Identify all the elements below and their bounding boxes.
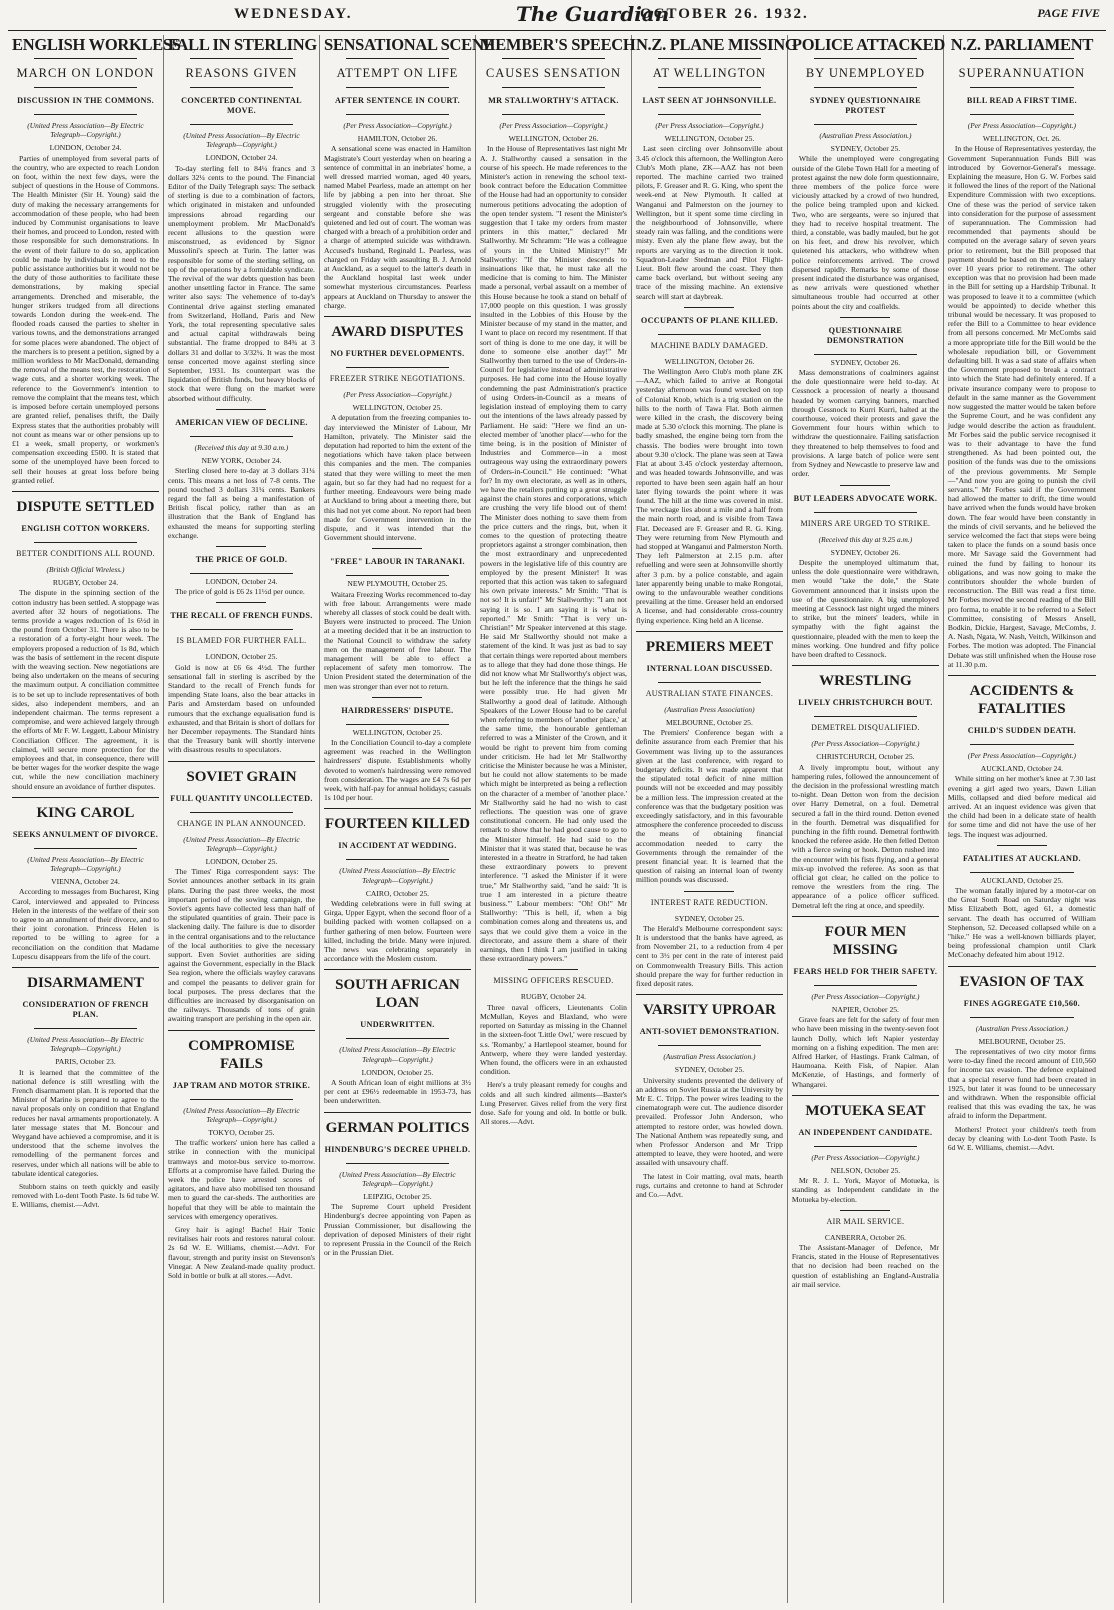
divider xyxy=(814,716,917,717)
dateline: VIENNA, October 24. xyxy=(51,877,120,887)
divider xyxy=(840,485,890,486)
divider xyxy=(970,744,1074,745)
article-body: Mr R. J. L. York, Mayor of Motueka, is standing as Independent candidate in the Motueka by-election. xyxy=(791,1176,939,1204)
dateline: LEIPZIG, October 25. xyxy=(363,1192,432,1202)
article xyxy=(480,969,627,1126)
press-credit: (British Official Wireless.) xyxy=(46,564,125,574)
article-body: A deputation from the freezing companies to-day interviewed the Minister of Labour, Mr Hamilton, privately. The Minister said the deputation had reported to him the extent of the negotiations which have taken place between this companies and the men. The companies stated that they were willing to meet the men again, but so far they had had no request for a further meeting. Endeavours were being made at Auckland to bring about a meeting there, but this had not yet come about. No report had been made for Government intervention in the dispute, and it was intended that the Government should intervene. xyxy=(323,413,471,543)
headline-deck: AFTER SENTENCE IN COURT. xyxy=(334,96,460,105)
divider xyxy=(34,58,137,59)
article xyxy=(948,675,1096,839)
dateline: LONDON, October 25. xyxy=(205,856,278,866)
divider xyxy=(12,491,159,492)
headline-deck-secondary: IS BLAMED FOR FURTHER FALL. xyxy=(176,636,307,646)
article-body: Gold is now at £6 6s 4½d. The further sensational fall in sterling is ascribed by the Standard to the recall of French funds for impending State loans, also the bear attacks in Paris and Amsterdam based on unfounded rumours that the exchange equalisation fund is exhausted, and that Britain is short of dollars for her December repayments. The Standard hints that the Treasury bank will shortly intervene with disastrous results to speculators. xyxy=(167,662,315,755)
press-credit: (United Press Association—By Electric Telegraph—Copyright.) xyxy=(339,866,456,885)
divider xyxy=(792,1095,939,1096)
divider xyxy=(190,87,293,88)
divider xyxy=(658,1045,761,1046)
divider xyxy=(190,629,293,630)
divider xyxy=(324,969,471,970)
divider xyxy=(346,367,449,368)
divider xyxy=(346,1163,449,1164)
dateline: CHRISTCHURCH, October 25. xyxy=(816,752,915,762)
headline-deck: CONCERTED CONTINENTAL MOVE. xyxy=(181,96,302,115)
dateline: NAPIER, October 25. xyxy=(831,1005,899,1014)
divider xyxy=(814,87,917,88)
divider xyxy=(970,58,1074,59)
masthead-day: WEDNESDAY. xyxy=(234,6,353,22)
article-body: A lively impromptu bout, without any hampering rules, followed the announcement of the decision in the professional wrestling match to-night. Dean Detton won from the decision over Harry Demetral, on a foul. Demetral secured a fall in the third round. Detton evened in the fourth. Demetral was disqualified for punching in the fifth round. Demetral forthwith knocked the referee aside. He then felled Detton with a fierce swing or hook. Detton rushed into the encounter with his fists flying, and a general mix-up involved the referee. As soon as that official got clear, he called on the police to remove the wrestlers from the ring. The appearance of a police officer sufficed. Demetral left the ring at once, and speedily. xyxy=(791,762,939,910)
headline-deck: FATALITIES AT AUCKLAND. xyxy=(962,853,1081,863)
article xyxy=(324,697,471,803)
dateline: LONDON, October 24. xyxy=(205,153,278,163)
subheadline: GERMAN POLITICS xyxy=(325,1119,470,1136)
headline-deck: DISCUSSION IN THE COMMONS. xyxy=(17,96,154,105)
headline-deck: "FREE" LABOUR IN TARANAKI. xyxy=(330,557,465,567)
headline-deck-secondary: FREEZER STRIKE NEGOTIATIONS. xyxy=(329,374,466,384)
article-body: To-day sterling fell to 84¼ francs and 3 dollars 32¼ cents to the pound. The Financial Editor of the Daily Telegraph says: The setback of sterling is due to a combination of factors, which originated in mistaken and unfounded impressions abroad regarding our unemployment problem. Mr MacDonald's recent allusions to the question were misconstrued, as evidenced by Signor Mussolini's speech at Turin. The latter was responsible for some of the sterling selling, on top of the operations by a formidable syndicate. The revival of the war debts question has been another unsettling factor in France. The same writer also says: The vehemence of to-day's Continental drive against sterling emanated from Switzerland, Holland, Paris and New York, the total representing speculative sales and actual capital withdrawals being substantial. The frame dropped to 84¾ at 3 dollars 31 and dollar to 3/32¼. It was the most tense concerted move against sterling since September, 1931. Its counterpart was the liquidation of British funds, but heavy blocks of stock that were flung on the market were absorbed without difficulty. xyxy=(167,163,315,403)
article-body: Grave fears are felt for the safety of four men who have been missing in the twenty-seven foot launch Dolly, which left Napier yesterday morning on a fishing expedition. The men are: Alfred Harker, of Hastings. Frank Calman, of Haumoana. Keith Fisk, of Napier. Alan McKenzie, of Hastings, and formerly of Whangarei. xyxy=(791,1015,939,1089)
article-body: Sterling closed here to-day at 3 dollars 31¼ cents. This means a net loss of 7-8 cents. The pound touched 3 dollars 31¼ cents. Bankers regard the fall as being a manifestation of British fiscal policy, rather than as an illustration that the Bank of England has exhausted the means for supporting sterling exchange. xyxy=(167,466,315,540)
article xyxy=(636,307,783,625)
headline-deck: AMERICAN VIEW OF DECLINE. xyxy=(175,417,308,427)
press-credit: (United Press Association—By Electric Telegraph—Copyright.) xyxy=(27,121,144,140)
article xyxy=(12,797,159,961)
dateline: CAIRO, October 25. xyxy=(365,888,430,898)
divider xyxy=(12,967,159,968)
article-body: The representatives of two city motor firms were to-day fined the record amount of £10,560 for income tax evasion. The defence explained that a special reserve fund had been created in 1925, but later it was found to be unnecessary and withdrawn. When the responsible official realised that this was evading the tax, he was afraid to inform the Department. xyxy=(947,1047,1096,1121)
dateline: SYDNEY, October 25. xyxy=(830,144,901,154)
headline-secondary: AT WELLINGTON xyxy=(652,66,767,80)
divider xyxy=(948,966,1096,967)
article xyxy=(636,631,783,885)
article xyxy=(635,35,798,301)
dateline: MELBOURNE, October 25. xyxy=(978,1036,1066,1046)
subheadline: AWARD DISPUTES xyxy=(331,324,464,341)
headline-deck: CONSIDERATION OF FRENCH PLAN. xyxy=(22,1000,149,1020)
article-body: The dispute in the spinning section of the cotton industry has been settled. A stoppage was averted after 32 hours of negotiations. The terms provide a wages reduction of 1s 6½d in the pound from October 31. There is also to be a restoration of a forty-eight hour week. The employers proposed a reduction of 1s 8d, which was the basis of settlement in the recent dispute with the weaving section. New negotiations are being also undertaken on the means of securing the maximum output. A conciliation committee is to be set up to include representatives of both sides, also independent members, and an independent chairman. The terms represent a compromise, and were achieved largely through the efforts of Mr F. W. Leggett, Labour Ministry Conciliation Officer. The agreement, it is claimed, will secure more protection for the employees and that, in consequence, there will be better wages for the worker despite the wage cut, while the new conciliation machinery should ensure an avoidance of further disputes. xyxy=(12,588,159,791)
article-body: In the House of Representatives yesterday, the Government Superannuation Funds Bill was introduced by Governor-General's message. Explaining the measure, Hon G. W. Forbes said it followed the lines of the report of the National Expenditure Commission with two exceptions. One of these was the period of service taken into consideration for the purpose of assessment of superannuation. The Commission had recommended that payments should be computed on the average salary of seven years prior to retirement, but the Bill proposed that payment should be based on the average salary over 10 years prior to retirement. The other exception was that no provision had been made in the Bill for setting up a Hardship Tribunal. It was proposed to leave it to a committee (which would be appointed) to decide whether this tribunal would be necessary. It was proposed to refer the Bill to a Committee to hear evidence from all persons concerned. Mr McCombs said a more appropriate title for the Bill would be the wholesale repudiation bill, or Government defaulting bill. It was a sad state of affairs when the Government proposed to break a contract into which the State had definitely entered. If a private insurance company were to propose to default in the same manner as the Government now suggested the matter would be taken before the Supreme Court, and he was confident any judge would describe the action as fraudulent. Mr Forbes said the public service recognised it was to their advantage to have the fund strengthened. As had been pointed out, the position of the funds was due to the omissions of the previous governments. Mr Semple—"And now you are going to punish the civil servants." Mr Forbes said if the Government had allowed the matter to drift, the time would have arrived when the funds would have broken down. The fear would have been constantly in the minds of civil servants, and he believed the service welcomed the fact that steps were being taken to place the funds on a sound basis once more. Mr Savage said the Government had ruined the fund by failing to honour its obligations, and was now going to make the contributors shoulder the whole burden of reconstruction. The Bill was read a first time. Mr Forbes moved the second reading of the Bill pro forma, to enable it to be referred to a Select Committee, consisting of Messrs Ansell, Bodkin, Dickie, Hargest, Savage, McCombs, J. A. Nash, Ngata, W. Nash, Veitch, Wilkinson and Forbes. The motion was adopted. The Financial Debate was still unfinished when the House rose at 11.30 p.m. xyxy=(947,144,1096,669)
column-7 xyxy=(944,35,1100,1603)
article xyxy=(479,35,636,964)
divider xyxy=(658,58,761,59)
article-body: The Times' Riga correspondent says: The Soviet announces another setback in its grain plans. During the past three weeks, the most important period of the sowing campaign, the Soviet's agents have collected less than half of the stipulated quantities of grain. Their pace is slackening daily. The failure is due to disorder in the central organisations and to the reluctance of the local authorities to give the necessary support. Even Soviet authorities are siding against the Government, especially in the Black Sea region, where the officials wayley caravans and compel the peasants to deliver grain for local purposes. The press declares that the difficulties are increased by disorganisation on the railways. Thousands of tons of grain awaiting transport are perishing in the open air. xyxy=(167,867,315,1024)
article xyxy=(12,491,159,791)
headline-deck-secondary: AUSTRALIAN STATE FINANCES. xyxy=(645,688,774,698)
advertisement: Here's a truly pleasant remedy for coughs and colds and all such kindred ailments—Baxter's Lung Preserver. Gives relief from the very first dose. Safe for young and old. In bottle or bulk. All stores.—Advt. xyxy=(479,1080,627,1127)
headline-deck: SEEKS ANNULMENT OF DIVORCE. xyxy=(12,829,159,839)
article xyxy=(792,916,939,1089)
divider xyxy=(636,631,783,632)
divider xyxy=(658,334,761,335)
page-number: PAGE FIVE xyxy=(1037,6,1100,20)
article xyxy=(324,1112,471,1258)
headline-deck: CHILD'S SUDDEN DEATH. xyxy=(967,725,1077,735)
divider xyxy=(168,761,315,762)
masthead-date: OCTOBER 26. 1932. xyxy=(640,6,809,22)
column-1 xyxy=(8,35,181,1603)
dateline: AUCKLAND, October 25. xyxy=(980,875,1064,885)
press-credit: (Per Press Association—Copyright.) xyxy=(655,121,764,130)
article-body: University students prevented the delivery of an address on Soviet Russia at the University by Mr E. C. Tripp. The power wires leading to the cinematograph were cut. The audience disorder prevailed. Professor John Anderson, who attempted to restore order, was howled down. The National Anthem was repeatedly sung, and when Professor Anderson and Mr Tripp attempted to leave, they were hooted, and were assailed with unsavoury chaff. xyxy=(635,1075,783,1168)
divider xyxy=(684,891,734,892)
newspaper-columns xyxy=(8,35,1106,1603)
subheadline: FOURTEEN KILLED xyxy=(325,816,470,833)
article-body: In the Conciliation Council to-day a complete agreement was reached in the Wellington hairdressers' dispute. Establishments wholly devoted to women's hairdressing were removed from consideration. The wages are £4 7s 6d per week, with half-pay for annual holidays; casuals 1s 10d per hour. xyxy=(323,737,471,803)
dateline: AUCKLAND, October 24. xyxy=(980,764,1064,774)
article xyxy=(324,548,471,690)
divider xyxy=(346,58,449,59)
subheadline: DISPUTE SETTLED xyxy=(16,498,155,515)
dateline: SYDNEY, October 25. xyxy=(674,913,745,923)
article-body: While sitting on her mother's knee at 7.30 last evening a girl aged two years, Dawn Lilian Mills, collapsed and died before medical aid arrived. At an inquest evidence was given that the child had been in a delicate state of health for some time and did not have the use of her legs. The inquest was adjourned. xyxy=(947,774,1096,839)
divider xyxy=(948,675,1096,676)
article xyxy=(636,891,783,989)
headline-deck: OCCUPANTS OF PLANE KILLED. xyxy=(640,315,778,325)
press-credit: (Received this day at 9.30 a.m.) xyxy=(194,442,289,452)
article-body: Parties of unemployed from several parts of the country, who are expected to reach London on foot, within the next few days, were the subject of questions in the House of Commons. The Health Minister (Sir H. Young) said the duty of making the necessary arrangements for accommodation of these people, who had been induced by Communist organisations to leave their homes, and proceed to London, rested with those responsible for such demonstrations. In the event of their failure to do so, application could be made by individuals in need to the public assistance authorities but it would not be the duty of those authorities to facilitate these demonstrations, by making special arrangements. Drenched and miserable, the hunger strikers trudged from all directions towards London during the week-end. The flooded roads caused the parties to shelter in various towns, and the demonstrations arranged for some places were abandoned. The object of the marchers is to present a petition, signed by a million workless to Mr MacDonald, demanding the removal of the means test, the restoration of wage cuts, and a shorter working week. The reference to the Government's intention to remove the complaint that the means test, which is imposed before certain unemployed persons are granted relief, penalises thrift, the Daily Express states that the authorities probably will not count as means war or other pensions up to £1 a week, small property, or workmen's compensation exceeding £500. It is stated that some of the unemployed have been forced to sell their houses at great loss before being granted relief. xyxy=(12,153,159,485)
divider xyxy=(324,808,471,809)
headline-deck-secondary: DEMETREL DISQUALIFIED. xyxy=(811,723,920,733)
article-body: Mass demonstrations of coalminers against the dole questionnaire were held to-day. At Cessnock a procession of nearly a thousand headed by women carrying banners, marched through Cessnock to Kurri Kurri, halted at the courthouse, voiced their protests and gave the Government four hours within which to withdraw the questionnaire. Failing satisfaction they threatened to help themselves to food and provisions. A large batch of police were sent from Sydney and Newcastle to preserve law and order. xyxy=(791,368,939,479)
divider xyxy=(346,575,449,576)
headline-deck: FULL QUANTITY UNCOLLECTED. xyxy=(170,793,313,803)
dateline: LONDON, October 24. xyxy=(49,143,122,153)
article xyxy=(324,808,471,963)
divider xyxy=(840,1210,890,1211)
dateline: WELLINGTON, October 25. xyxy=(352,727,443,737)
dateline: HAMILTON, October 26. xyxy=(357,134,438,144)
article-body: Three naval officers, Lieutenants Colin McMullan, Keyes and Blaxland, who were reported on Saturday as missing in the Channel in the sixteen-foot 'Little Owl,' were rescued by s.s. 'Romanby,' a Hartlepool steamer, bound for Antwerp, where they were landed yesterday. When found, the officers were in an exhausted condition. xyxy=(479,1002,627,1077)
press-credit: (United Press Association—By Electric Telegraph—Copyright.) xyxy=(339,1045,456,1064)
divider xyxy=(792,916,939,917)
article-body: The Herald's Melbourne correspondent says: It is understood that the banks have agreed, as from November 21, to a reduction from 4 per cent to 3½ per cent in the rate of interest paid on Commonwealth Treasury Bills. This action should prepare the way for further reduction in fixed deposit rates. xyxy=(635,923,783,989)
dateline: WELLINGTON, Oct. 26. xyxy=(982,134,1061,144)
press-credit: (United Press Association—By Electric Telegraph—Copyright.) xyxy=(183,131,300,150)
headline-deck: SYDNEY QUESTIONNAIRE PROTEST xyxy=(809,96,921,115)
article-body: Wedding celebrations were in full swing at Girga, Upper Egypt, when the second floor of a building packed with women collapsed on a further gathering of men below. Fourteen were killed, including the bride. Many were injured. The news was celebrating separately in accordance with the Moslem custom. xyxy=(323,898,471,964)
headline-deck: BILL READ A FIRST TIME. xyxy=(966,96,1077,105)
headline: POLICE ATTACKED xyxy=(791,35,945,54)
subheadline: SOUTH AFRICAN LOAN xyxy=(335,977,460,1012)
divider xyxy=(168,1030,315,1031)
subheadline: DISARMAMENT xyxy=(27,975,144,992)
advertisement: The latest in Coir matting, oval mats, hearth rugs, curtains and cretonne to hand at Schroder and Co.—Advt. xyxy=(635,1171,783,1200)
press-credit: (United Press Association—By Electric Telegraph—Copyright.) xyxy=(183,834,300,853)
divider xyxy=(34,87,137,88)
article-body: It is learned that the committee of the national defence is still wrestling with the French disarmament plan. It is reported that the Minister of Marine is prepared to agree to the naval proposals only on condition that England reduces her naval armaments proportionately. A later message states that M. Boncour and Weygand have achieved a compromise, and it is understood that the scheme involves the remodelling of the permanent forces and reserves, under which all nations will be able to tabulate identical categories. xyxy=(12,1067,159,1178)
press-credit: (Per Press Association—Copyright.) xyxy=(343,121,452,130)
divider xyxy=(970,872,1074,873)
divider xyxy=(216,409,266,410)
article-body: A sensational scene was enacted in Hamilton Magistrate's Court yesterday when on hearing a sentence of committal in an inebriates' home, a well dressed married woman, aged 40 years, named Mabel Pearless, made an attempt on her life by jabbing a pen into her throat. She struggled violently with the prosecuting sergeant and constable before she was quietened and led out of court. The woman was charged with a breach of a prohibition order and a charge of attempted suicide was withdrawn. Accused's husband, Reginald L. Pearless, was charged on Friday with assaulting B. J. Arnold at Auckland, as a sequel to the latter's death in the Auckland hospital last week under somewhat mysterious circumstances. Pearless appears at Auckland on Thursday to answer the charge. xyxy=(323,144,471,310)
divider xyxy=(970,114,1074,115)
dateline: LONDON, October 25. xyxy=(205,652,278,662)
dateline: LONDON, October 24. xyxy=(205,576,278,586)
divider xyxy=(528,969,578,970)
dateline: MELBOURNE, October 25. xyxy=(665,717,753,727)
headline-deck: ANTI-SOVIET DEMONSTRATION. xyxy=(639,1027,780,1037)
article-body: The price of gold is £6 2s 11½d per ounce. xyxy=(174,587,305,597)
press-credit: (Per Press Association—Copyright.) xyxy=(811,991,920,1001)
press-credit: (Australian Press Association) xyxy=(664,704,755,714)
headline-secondary: ATTEMPT ON LIFE xyxy=(336,66,459,80)
article xyxy=(168,546,315,596)
headline-deck: MR STALLWORTHY'S ATTACK. xyxy=(488,96,619,105)
subheadline: COMPROMISE FAILS xyxy=(188,1037,295,1072)
press-credit: (Per Press Association—Copyright.) xyxy=(811,739,920,749)
advertisement: Stubborn stains on teeth quickly and easily removed with Lo-dent Tooth Paste. Is 6d tube W. E. Williams, chemist.—Advt. xyxy=(12,1182,159,1210)
press-credit: (Per Press Association—Copyright.) xyxy=(967,121,1076,130)
subheadline: EVASION OF TAX xyxy=(959,973,1085,990)
article xyxy=(323,35,495,310)
headline-deck-secondary: AIR MAIL SERVICE. xyxy=(826,1216,905,1226)
divider xyxy=(346,87,449,88)
subheadline: WRESTLING xyxy=(819,673,912,690)
headline-deck: INTERNAL LOAN DISCUSSED. xyxy=(646,663,773,673)
article xyxy=(792,1210,939,1289)
press-credit: (United Press Association—By Electric Telegraph—Copyright.) xyxy=(183,1105,300,1124)
article xyxy=(792,1095,939,1204)
headline-secondary: BY UNEMPLOYED xyxy=(805,66,925,80)
headline-secondary: CAUSES SENSATION xyxy=(485,66,621,80)
divider xyxy=(34,848,137,849)
dateline: WELLINGTON, October 25. xyxy=(664,134,755,144)
headline-deck-secondary: MINERS ARE URGED TO STRIKE. xyxy=(800,518,931,528)
headline-deck: FINES AGGREGATE £10,560. xyxy=(963,998,1081,1008)
column-5 xyxy=(632,35,798,1603)
divider xyxy=(684,307,734,308)
article xyxy=(636,994,783,1199)
divider xyxy=(814,985,917,986)
headline-secondary: MARCH ON LONDON xyxy=(16,66,155,80)
divider xyxy=(792,665,939,666)
headline: FALL IN STERLING xyxy=(167,35,317,54)
subheadline: PREMIERS MEET xyxy=(645,638,773,655)
divider xyxy=(840,317,890,318)
divider xyxy=(502,114,605,115)
article-body: The woman fatally injured by a motor-car on the Great South Road on Saturday night was Miss Elizabeth Bott, aged 61, a domestic servant. The death has occurred of William Stephenson, 52. Deceased collapsed while on a "hike." He was a well-known billiards player, being professional champion until Clark McConachy defeated him about 1912. xyxy=(947,886,1096,960)
headline: SENSATIONAL SCENE xyxy=(323,35,495,54)
subheadline: FOUR MEN MISSING xyxy=(824,923,907,958)
divider xyxy=(970,1017,1074,1018)
headline: MEMBER'S SPEECH xyxy=(479,35,636,54)
dateline: SYDNEY, October 26. xyxy=(830,357,901,367)
article xyxy=(168,1030,315,1281)
article-body: In the House of Representatives last night Mr A. J. Stallworthy caused a sensation in the course of his speech. He made references to the Minister's action in renewing the school text-book contract before the Education Committee of the House had had an opportunity to consider numerous petitions advocating the adoption of the open tender system. "I resent the Minister's suggestion that I take my orders from master printers in this matter," declared Mr Stallworthy. Mr Schramm: "He was a colleague of yours in the United Ministry!" Mr Stallworthy: "If the Minister descends to insinuations like that, he must take all the medicine that is coming to him. The Minister made a personal, verbal assault on a member of this House because he took a stand on behalf of 17,000 people on this question. I was grossly insulted in the Lobbies of this House by the Minister because of my stand in the matter, and I want to place on record my resentment. If that sort of thing is done to me one day, it will be done to someone else another day!" Mr Stallworthy then turned to the use of Orders-in-Council for legislative instead of administrative purposes. He had come into the House loyally condemning the past Administration's practice of using Orders-in-Council as a means of legislation instead of employing them to carry out the intentions of the laws already passed by Parliament. He said: "Here we find an un-elected member of 'another place'—who for the time being, is in the position of Minister of Industries and Commerce—in a most outrageous way using the extraordinary powers of Orders-in-Council." He continued: "What for? In my own electorate, as well as in others, we have the retailers putting up a great struggle against the chain stores and corporations, which are crushing the very life blood out of them! The Minister does nothing to save them from the price cutters and the rings, but, when it comes to the question of protecting theatre proprietors against a stronger combination, then the most extraordinary and unprecedented powers in the legislative life of this country are employed by the present Minister! It was reported that this action was taken to safeguard his own private interests." Mr Smith: "That is not so! It is unfair!" Mr Stallworthy: "I am not saying it is so. I am saying it is what is reported." Mr Smith: "That is very un-Christian!" Mr Speaker intervened at this stage. He said Mr Stallworthy should not make a statement of the kind. It was just as bad to say that certain things were reported about members as to allege that they had done those things. He did not know what Mr Stallworthy's object was, but he left the inference that the things he said were possibly true. He had given Mr Stallworthy a good deal of latitude. Although Speakers of the Lower House had to be careful when referring to members of 'another place,' at the same time, the honourable gentleman referred to was a Minister of the Crown, and it would be right to prevent him from coming under criticism. He had let Mr Stallworthy criticise the Minister because he was a Minister, but he could not allow statements to be made which might be interpreted as being a reflection on the character of a member of 'another place.' Mr Stallworthy said he had no wish to cast reflections. The question was one of grave constitutional concern. He had only used the remark to show that he had good cause to go to the Minister himself. He had said to the Minister that it was stated that, because he was interested in a theatre in Stratford, he had taken these extraordinary powers to prevent interference. "I asked the Minister if it were true," Mr Stallworthy said, "and he said: 'It is true I am interested in a picture theatre business.'" Labour members: "Oh! Oh!" Mr Stallworthy: "This is hell, if, when a big combination comes along and threatens us, and says that we could give them a voice in the directorate, and assure them a share of their earnings, then I think I am justified in taking these extraordinary powers." xyxy=(479,144,627,964)
divider xyxy=(658,682,761,683)
subheadline: ACCIDENTS & FATALITIES xyxy=(969,682,1075,717)
divider xyxy=(324,316,471,317)
headline: N.Z. PLANE MISSING xyxy=(635,35,798,54)
article xyxy=(948,966,1096,1153)
article-body: Last seen circling over Johnsonville about 3.45 o'clock this afternoon, the Wellington Aero Club's Moth plane, ZK—AAZ has not been reported. The machine carried two trained pilots, F. Greaser and R. G. King, who spent the week-end at New Plymouth. It called at Wanganui and Palmerston on the journey to Wellington, but it spent some time circling in the neighbourhood of Johnsonville, where steady rain was falling, and the conditions were misty. Even aly the plane flew away, but the reports are varying as to the direction it took. Squadron-Leader Stedman and Pilot Flight-Lieut. Bolt flew around the coast. They then came back overland, but without seeing any trace of the missing machine. An extensive search will start at daybreak. xyxy=(635,144,783,301)
headline-deck: THE RECALL OF FRENCH FUNDS. xyxy=(170,611,313,621)
divider xyxy=(34,542,137,543)
advertisement: Mothers! Protect your children's teeth from decay by cleaning with Lo-dent Tooth Paste. Is 6d W. E. Williams, chemist.—Advt. xyxy=(947,1124,1096,1153)
masthead xyxy=(8,0,1106,31)
article-body: The Wellington Aero Club's moth plane ZK—AAZ, which failed to arrive at Rongotai yesterday afternoon was found wrecked on top of Colonial Knob, which is a trig station on the hills to the north of Tawa Flat. Both airmen were killed in the crash, the discovery being made at 5.30 o'clock this morning. The plane is badly smashed, the engine being torn from the chassis. The bodies were brought into town about 9.30 o'clock. The plane was seen at Tawa Flat at about 3.45 o'clock yesterday afternoon, and was headed towards Johnsonville, and was reported to have been seen again half an hour later flying towards the point where it was found. The hill at the time was covered in mist. The wreckage lies about a mile and a half from the main north road, and is visible from Tawa Flat. Deceased are F. Greaser and R. G. King. They were returning from New Plymouth and had stopped at Wanganui and Palmerston North. They left Palmerston at 2.15 p.m. after refuelling and were seen at Johnsonville shortly after 3 p.m. by a police constable, and again later apparently being unable to make Rongotai, owing to the unfavourable weather conditions prevailing at the time. Greaser held an endorsed A license, and had considerable cross-country flying experience. King held an A license. xyxy=(635,367,783,625)
newspaper-title: The Guardian xyxy=(516,2,670,26)
article xyxy=(168,602,315,754)
subheadline: MOTUEKA SEAT xyxy=(805,1102,926,1119)
press-credit: (United Press Association—By Electric Telegraph—Copyright.) xyxy=(27,1035,144,1054)
press-credit: (Australian Press Association.) xyxy=(663,1052,756,1062)
divider xyxy=(34,114,137,115)
article xyxy=(324,969,471,1105)
dateline: NEW PLYMOUTH, October 25. xyxy=(347,579,448,589)
headline-deck: LAST SEEN AT JOHNSONVILLE. xyxy=(642,96,777,105)
divider xyxy=(346,859,449,860)
headline-deck: AN INDEPENDENT CANDIDATE. xyxy=(798,1127,933,1137)
headline-deck-secondary: INTEREST RATE REDUCTION. xyxy=(650,897,768,907)
article xyxy=(948,35,1096,669)
dateline: PARIS, October 23. xyxy=(55,1057,116,1067)
article-body: The Assistant-Manager of Defence, Mr Francis, stated in the House of Representatives that no decision had been reached on the question of establishing an England-Australia air mail service. xyxy=(791,1243,939,1289)
headline-deck: HAIRDRESSERS' DISPUTE. xyxy=(341,705,454,715)
article-body: Despite the unemployed ultimatum that, unless the dole questionnaire were withdrawn, men would "take the dole," the State Government announced that it insists upon the use of the questionnaire. A big unemployed meeting at Cessnock last night urged the miners to strike, but the miners' leaders, while in sympathy with the fight against the questionnaire, pleaded with the men to keep the mines working. One hundred and fifty police have been drafted to Cessnock. xyxy=(791,557,939,659)
article xyxy=(168,409,315,540)
headline-deck: JAP TRAM AND MOTOR STRIKE. xyxy=(172,1080,311,1090)
column-3 xyxy=(320,35,495,1603)
advertisement: Grey hair is aging! Bache! Hair Tonic revitalises hair roots and restores natural colour. 2s 6d W. E. Williams, chemist.—Advt. For flavour, strength and purity insist on Stevenson's Vinegar. A New Zealand-made quality product. Sold in bottle or bulk at all stores.—Advt. xyxy=(167,1225,315,1281)
divider xyxy=(190,58,293,59)
article-body: A South African loan of eight millions at 3½ per cent at £96½ redeemable in 1953-73, has been underwritten. xyxy=(323,1078,471,1106)
divider xyxy=(190,573,293,574)
headline-deck-secondary: BETTER CONDITIONS ALL ROUND. xyxy=(16,548,155,558)
divider xyxy=(346,1038,449,1039)
subheadline: SOVIET GRAIN xyxy=(186,768,297,785)
divider xyxy=(814,58,917,59)
headline-deck: ENGLISH COTTON WORKERS. xyxy=(21,523,150,533)
dateline: LONDON, October 25. xyxy=(361,1067,434,1077)
dateline: WELLINGTON, October 25. xyxy=(352,403,443,413)
headline: ENGLISH WORKLESS xyxy=(12,35,181,54)
headline-secondary: SUPERANNUATION xyxy=(958,66,1086,80)
divider xyxy=(324,1112,471,1113)
divider xyxy=(970,87,1074,88)
divider xyxy=(502,87,605,88)
divider xyxy=(997,845,1047,846)
headline-deck-secondary: CHANGE IN PLAN ANNOUNCED. xyxy=(177,818,306,828)
divider xyxy=(216,546,266,547)
headline-deck: LIVELY CHRISTCHURCH BOUT. xyxy=(798,698,933,708)
article-body: Waitara Freezing Works recommenced to-day with free labour. Arrangements were made whereby all classes of stock could be dealt with. Buyers were instructed to proceed. The Union at a meeting decided that it be an instruction to the National Council to withdraw the safety men on the management of free labour. The management will be able to effect a replacement of safety men tomorrow. The Union President stated the determination of the men was stronger than ever not to return. xyxy=(323,589,471,691)
headline-deck: FEARS HELD FOR THEIR SAFETY. xyxy=(793,966,938,976)
press-credit: (Received this day at 9.25 a.m.) xyxy=(818,534,913,544)
headline: N.Z. PARLIAMENT xyxy=(950,35,1094,54)
divider xyxy=(814,354,917,355)
headline-secondary: REASONS GIVEN xyxy=(185,66,298,80)
column-2 xyxy=(164,35,320,1603)
subheadline: VARSITY UPROAR xyxy=(642,1002,776,1019)
press-credit: (Per Press Association—Copyright.) xyxy=(967,750,1076,760)
article xyxy=(792,317,939,479)
dateline: WELLINGTON, October 26. xyxy=(508,134,599,144)
article xyxy=(948,845,1096,960)
article-body: The Premiers' Conference began with a definite assurance from each Premier that his Government was living up to the assurances given at the last conference, with regard to budgetary deficits. It was made apparent that the stipulated total deficit of nine million pounds will not be exceeded and may possibly be a million less. The impression created at the conference was that the budgetary position was exceedingly satisfactory, and in this favourable atmosphere the conference proceeded to discuss the means of obtaining financial accommodation needed to carry the Governments through the remainder of the present financial year. It is learned that the question of raising an internal loan of twenty million pounds was discussed. xyxy=(635,728,783,885)
divider xyxy=(372,697,422,698)
press-credit: (United Press Association—By Electric Telegraph—Copyright.) xyxy=(339,1169,456,1188)
headline-deck: BUT LEADERS ADVOCATE WORK. xyxy=(793,493,938,503)
article xyxy=(792,665,939,910)
dateline: RUGBY, October 24. xyxy=(520,992,587,1002)
divider xyxy=(814,512,917,513)
divider xyxy=(502,58,605,59)
article xyxy=(12,35,181,485)
article xyxy=(792,485,939,660)
article-body: The traffic workers' union here has called a strike in connection with the municipal tramways and motor-bus service to-morrow. Efforts at a compromise have failed. During the week the police have arrested scores of agitators, and have also mobilised ten thousand men to guard the car-sheds. The authorities are hopeful that they will be able to maintain the services with emergency operatives. xyxy=(167,1138,315,1221)
article-body: The Supreme Court upheld President Hindenburg's decree appointing von Papen as Prussian Commissioner, but disallowing the deprivation of deposed Ministers of their right to represent Prussia in the Council of the Reich or in the Prussian Diet. xyxy=(323,1202,471,1258)
article xyxy=(791,35,945,311)
divider xyxy=(658,114,761,115)
dateline: SYDNEY, October 25. xyxy=(674,1065,745,1075)
press-credit: (Per Press Association—Copyright.) xyxy=(811,1152,920,1162)
subheadline: KING CAROL xyxy=(36,804,135,821)
dateline: NELSON, October 25. xyxy=(830,1166,901,1176)
divider xyxy=(216,602,266,603)
divider xyxy=(372,548,422,549)
divider xyxy=(34,1028,137,1029)
press-credit: (Australian Press Association.) xyxy=(819,131,912,140)
divider xyxy=(190,124,293,125)
dateline: RUGBY, October 24. xyxy=(52,578,119,588)
divider xyxy=(636,994,783,995)
divider xyxy=(190,436,293,437)
headline-deck: QUESTIONNAIRE DEMONSTRATION xyxy=(826,325,905,345)
headline-deck: THE PRICE OF GOLD. xyxy=(195,554,288,564)
press-credit: (United Press Association—By Electric Telegraph—Copyright.) xyxy=(27,854,144,873)
divider xyxy=(346,114,449,115)
article xyxy=(324,316,471,542)
dateline: CANBERRA, October 26. xyxy=(824,1232,906,1242)
headline-deck: NO FURTHER DEVELOPMENTS. xyxy=(330,349,465,359)
dateline: NEW YORK, October 24. xyxy=(201,456,282,466)
dateline: SYDNEY, October 26. xyxy=(830,547,901,557)
press-credit: (Per Press Association—Copyright.) xyxy=(343,390,452,400)
divider xyxy=(814,124,917,125)
headline-deck: IN ACCIDENT AT WEDDING. xyxy=(338,841,457,851)
article-body: According to messages from Bucharest, King Carol, interviewed and appealed to Princess Helen in the interests of the welfare of their son to agree to an annulment of their divorce, and to their joint coronation. Princess Helen is reported to be willing to agree for a reconciliation on the condition that Madame Lupescu disappears from the life of the court. xyxy=(12,887,159,961)
divider xyxy=(190,1099,293,1100)
divider xyxy=(190,812,293,813)
dateline: TOKYO, October 25. xyxy=(208,1128,275,1138)
divider xyxy=(658,87,761,88)
article-body: While the unemployed were congregating outside of the Glebe Town Hall for a meeting of protest against the new dole form questionnaire, three members of the police force were viciously attacked by a crowd of two hundred, the police being trampled upon and kicked. Two, who are sergeants, were so injured that they had to receive hospital treatment. The third, a constable, was badly mauled, but he got on his feet, and drew his revolver, which quietened his attackers, who withdrew when police reinforcements arrived. The crowd dispersed rapidly. Remarks by some of those present indicated the disturbance was organised, as new arrivals were questioned whether simultaneous trouble had occurred at other points about the city and coalfields. xyxy=(791,154,939,311)
headline-deck-secondary: MISSING OFFICERS RESCUED. xyxy=(493,976,614,986)
headline-deck: HINDENBURG'S DECREE UPHELD. xyxy=(324,1144,471,1154)
column-6 xyxy=(788,35,944,1603)
headline-deck-secondary: MACHINE BADLY DAMAGED. xyxy=(650,340,769,350)
press-credit: (Australian Press Association.) xyxy=(975,1023,1068,1033)
article xyxy=(12,967,159,1210)
article xyxy=(168,35,315,403)
dateline: WELLINGTON, October 26. xyxy=(664,356,755,366)
divider xyxy=(346,724,449,725)
article xyxy=(168,761,315,1024)
headline-deck: UNDERWRITTEN. xyxy=(360,1020,435,1030)
divider xyxy=(12,797,159,798)
divider xyxy=(814,1146,917,1147)
press-credit: (Per Press Association—Copyright.) xyxy=(499,121,608,130)
column-4 xyxy=(476,35,636,1603)
